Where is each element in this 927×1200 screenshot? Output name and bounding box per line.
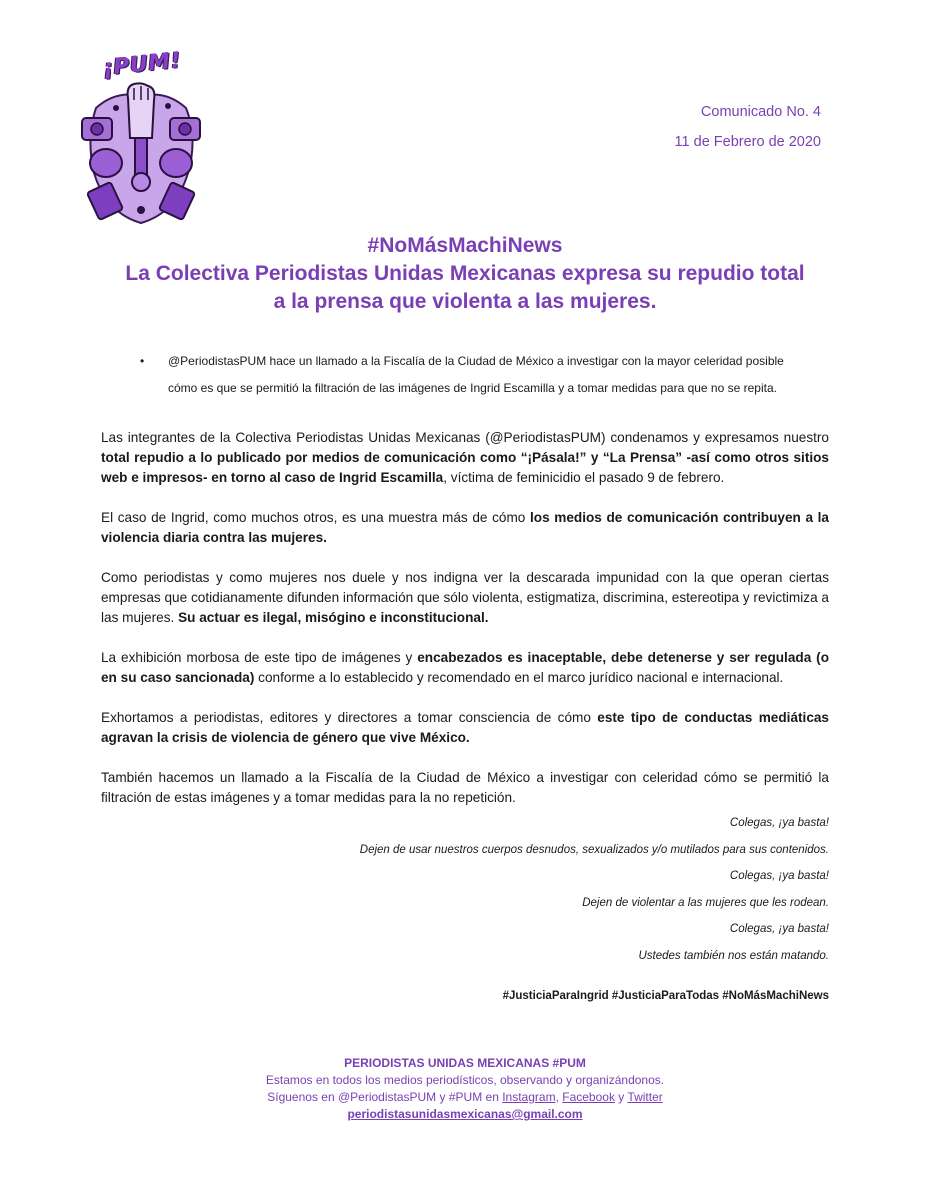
- closing-line: Colegas, ¡ya basta!: [729, 870, 829, 882]
- paragraph-6: [101, 768, 829, 808]
- logo-illustration-icon: [76, 78, 206, 228]
- footer-separator: ,: [555, 1090, 563, 1104]
- footer-org: PERIODISTAS UNIDAS MEXICANAS #PUM: [344, 1056, 586, 1070]
- closing-line: Dejen de violentar a las mujeres que les rodean.: [582, 896, 829, 909]
- paragraph-3: [101, 568, 829, 628]
- bullet-item: [140, 348, 843, 402]
- paragraph-4-text: La exhibición morbosa de este tipo de imágenes y: [101, 650, 418, 665]
- bullet-line-2: cómo es que se permitió la filtración de las imágenes de Ingrid Escamilla y a tomar medidas para que no se repita.: [168, 381, 777, 395]
- footer-follow-text: Síguenos en @PeriodistasPUM y #PUM en: [267, 1090, 503, 1104]
- footer-separator: y: [614, 1090, 628, 1104]
- footer-tagline: Estamos en todos los medios periodísticos, observando y organizándonos.: [265, 1073, 665, 1087]
- footer-follow: [230, 1089, 700, 1106]
- instagram-link[interactable]: Instagram: [502, 1090, 556, 1104]
- closing-lines: [360, 810, 829, 969]
- logo-title: ¡PUM!: [101, 47, 183, 82]
- comunicado-number: Comunicado No. 4: [700, 104, 821, 120]
- headline-hashtag: #NoMásMachiNews: [367, 234, 563, 257]
- paragraph-2-bold: los medios de comunicación contribuyen a la violencia diaria contra las mujeres.: [101, 510, 829, 545]
- body-text: [101, 428, 829, 828]
- footer: [230, 1055, 700, 1123]
- paragraph-5-text: Exhortamos a periodistas, editores y directores a tomar consciencia de cómo: [101, 710, 598, 725]
- pum-logo: [76, 47, 206, 222]
- headline: [60, 232, 870, 316]
- bullet-line-1: @PeriodistasPUM hace un llamado a la Fiscalía de la Ciudad de México a investigar con la mayor celeridad posible: [168, 354, 784, 368]
- closing-line: Colegas, ¡ya basta!: [729, 817, 829, 829]
- bullet-icon: •: [140, 354, 145, 368]
- paragraph-1-text: Las integrantes de la Colectiva Periodistas Unidas Mexicanas (@PeriodistasPUM) condenamos y expresamos nuestro: [101, 430, 829, 445]
- paragraph-2: [101, 508, 829, 548]
- paragraph-1-bold: total repudio a lo publicado por medios de comunicación como “¡Pásala!” y “La Prensa” -así como otros sitios web e impresos- en torno al caso de Ingrid Escamilla: [101, 450, 829, 485]
- paragraph-3-bold: Su actuar es ilegal, misógino e inconstitucional.: [178, 610, 489, 625]
- header-meta: [675, 104, 821, 164]
- headline-line-3: a la prensa que violenta a las mujeres.: [273, 290, 657, 313]
- paragraph-5: [101, 708, 829, 748]
- twitter-link[interactable]: Twitter: [627, 1090, 663, 1104]
- paragraph-1-end: , víctima de feminicidio el pasado 9 de febrero.: [443, 470, 725, 485]
- paragraph-4: [101, 648, 829, 688]
- paragraph-3-text: Como periodistas y como mujeres nos duele y nos indigna ver la descarada impunidad con la que operan ciertas empresas que cotidianamente difunden información que sólo violenta, estigmatiza, discrimina, estereotipa y revictimiza a las mujeres.: [101, 570, 829, 625]
- closing-line: Dejen de usar nuestros cuerpos desnudos, sexualizados y/o mutilados para sus contenidos.: [359, 843, 829, 856]
- headline-line-2: La Colectiva Periodistas Unidas Mexicanas expresa su repudio total: [125, 262, 805, 285]
- paragraph-6-text: También hacemos un llamado a la Fiscalía de la Ciudad de México a investigar con celeridad cómo se permitió la filtración de estas imágenes y a tomar medidas para la no repetición.: [101, 770, 829, 805]
- paragraph-4-bold: encabezados es inaceptable, debe detenerse y ser regulada (o en su caso sancionada): [101, 650, 829, 685]
- paragraph-4-end: conforme a lo establecido y recomendado en el marco jurídico nacional e internacional.: [254, 670, 784, 685]
- paragraph-1: [101, 428, 829, 488]
- paragraph-2-text: El caso de Ingrid, como muchos otros, es una muestra más de cómo: [101, 510, 530, 525]
- closing-line: Colegas, ¡ya basta!: [729, 923, 829, 935]
- closing-line: Ustedes también nos están matando.: [638, 949, 829, 962]
- email-link[interactable]: periodistasunidasmexicanas@gmail.com: [347, 1107, 583, 1121]
- facebook-link[interactable]: Facebook: [562, 1090, 615, 1104]
- hashtags: #JusticiaParaIngrid #JusticiaParaTodas #NoMásMachiNews: [502, 990, 829, 1002]
- paragraph-5-bold: este tipo de conductas mediáticas agravan la crisis de violencia de género que vive México.: [101, 710, 829, 745]
- comunicado-date: 11 de Febrero de 2020: [674, 134, 821, 150]
